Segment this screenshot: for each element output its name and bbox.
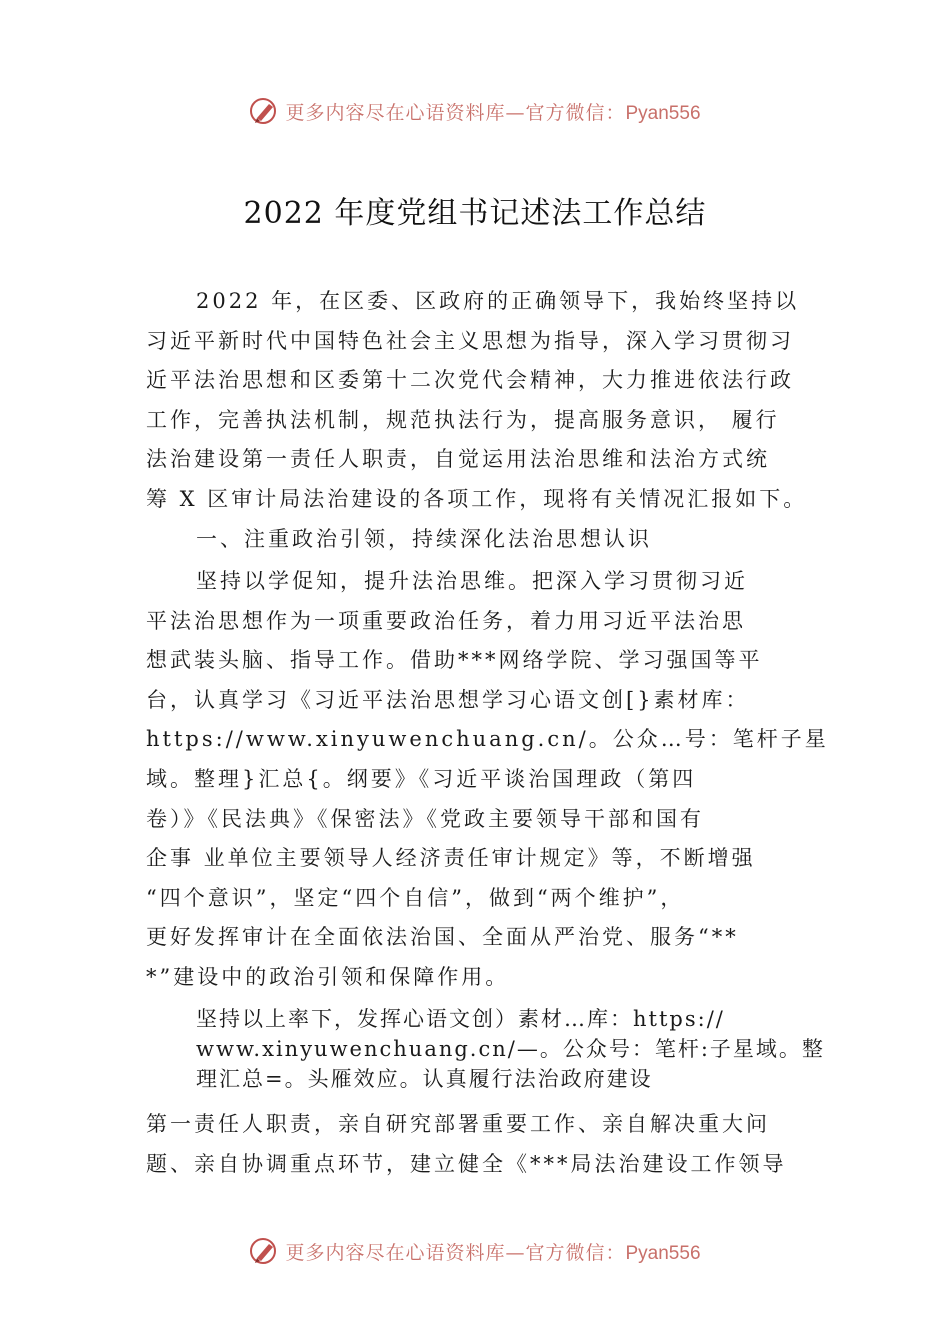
text-line: 工作，完善执法机制，规范执法行为，提高服务意识， 履行 (146, 407, 780, 432)
text-line: 近平法治思想和区委第十二次党代会精神，大力推进依法行政 (146, 368, 794, 393)
text-line: 法治建设第一责任人职责，自觉运用法治思维和法治方式统 (146, 447, 770, 472)
text-line: 卷）》《民法典》《保密法》《党政主要领导干部和国有 (146, 806, 704, 831)
text-line: 平法治思想作为一项重要政治任务，着力用习近平法治思 (146, 608, 746, 633)
document-title: 2022 年度党组书记述法工作总结 (243, 196, 707, 231)
text-line: 理汇总=。头雁效应。认真履行法治政府建设 (196, 1067, 653, 1091)
heading-text: 一、注重政治引领，持续深化法治思想认识 (196, 527, 652, 551)
pen-logo-icon (249, 96, 279, 126)
paragraph-study (146, 562, 829, 998)
paragraph-leadership (196, 1004, 836, 1094)
text-line: 坚持以学促知，提升法治思维。把深入学习贯彻习近 (196, 569, 748, 593)
text-line: 筹 X 区审计局法治建设的各项工作，现将有关情况汇报如下。 (146, 486, 808, 511)
pen-logo-icon (249, 1236, 279, 1266)
text-line: 想武装头脑、指导工作。借助***网络学院、学习强国等平 (146, 648, 763, 673)
text-line: 台，认真学习《习近平法治思想学习心语文创[}素材库： (146, 687, 750, 712)
paragraph-responsibility (146, 1105, 806, 1184)
watermark-text: 更多内容尽在心语资料库—官方微信：Pyan556 (285, 101, 701, 124)
text-line: 习近平新时代中国特色社会主义思想为指导，深入学习贯彻习 (146, 328, 794, 353)
text-line: 更好发挥审计在全面依法治国、全面从严治党、服务“** (146, 925, 739, 950)
watermark-header (0, 96, 950, 126)
text-line: 域。整理}汇总{。纲要》《习近平谈治国理政（第四 (146, 766, 697, 791)
text-line: www.xinyuwenchuang.cn/—。公众号：笔杆:子星域。整 (196, 1037, 825, 1061)
paragraph-intro (146, 282, 806, 520)
text-line: https://www.xinyuwenchuang.cn/。公众…号：笔杆子星 (146, 727, 829, 752)
text-line: 企事 业单位主要领导人经济责任审计规定》等，不断增强 (146, 846, 756, 871)
watermark-footer (0, 1236, 950, 1266)
text-line: 题、亲自协调重点环节，建立健全《***局法治建设工作领导 (146, 1151, 787, 1176)
text-line: 2022 年，在区委、区政府的正确领导下，我始终坚持以 (196, 289, 800, 313)
text-line: “四个意识”，坚定“四个自信”，做到“两个维护”， (146, 885, 685, 910)
text-line: *”建设中的政治引领和保障作用。 (146, 964, 510, 989)
section-heading-1 (146, 520, 806, 560)
watermark-text: 更多内容尽在心语资料库—官方微信：Pyan556 (285, 1241, 701, 1264)
text-line: 坚持以上率下，发挥心语文创）素材…库：https:// (196, 1007, 725, 1031)
text-line: 第一责任人职责，亲自研究部署重要工作、亲自解决重大问 (146, 1112, 770, 1136)
